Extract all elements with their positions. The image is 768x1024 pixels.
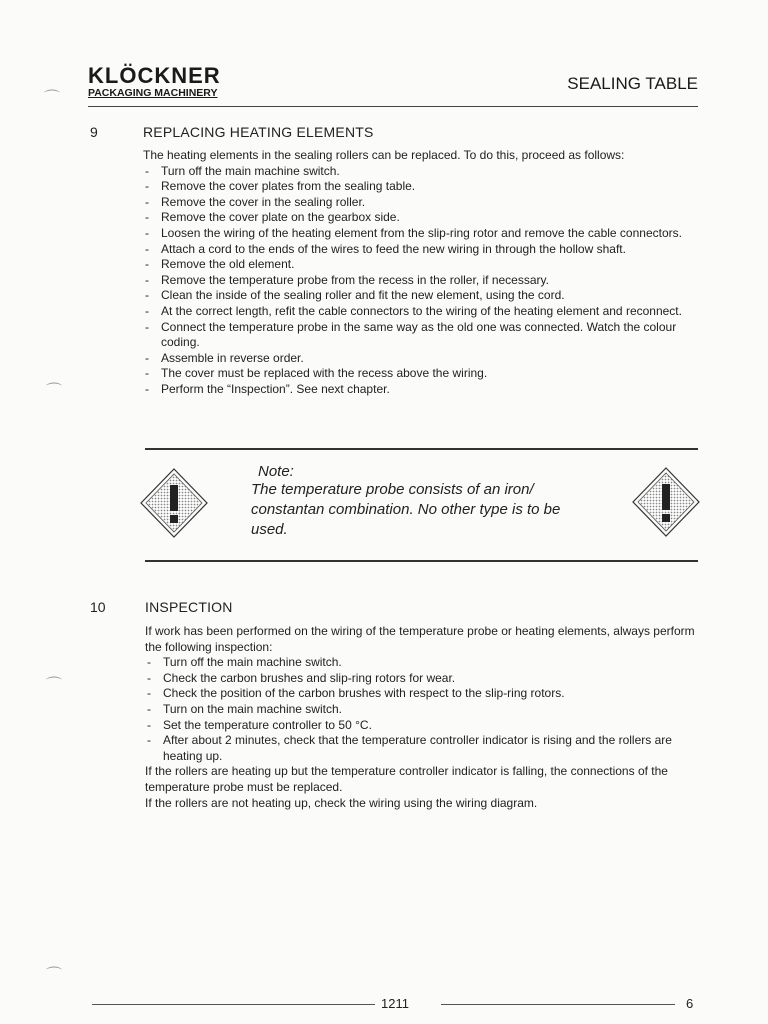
warning-diamond-icon bbox=[139, 467, 209, 539]
step-list bbox=[145, 655, 701, 764]
list-item: - Turn on the main machine switch. bbox=[145, 702, 701, 718]
list-item: - Remove the temperature probe from the recess in the roller, if necessary. bbox=[143, 273, 699, 289]
section-outro: If the rollers are heating up but the temperature controller indicator is falling, the connections of the temperature probe must be replaced. bbox=[145, 764, 668, 794]
margin-mark: ⌒ bbox=[44, 90, 61, 107]
document-title: SEALING TABLE bbox=[567, 74, 698, 93]
margin-mark: ⌒ bbox=[46, 967, 63, 984]
list-item: - Check the carbon brushes and slip-ring rotors for wear. bbox=[145, 671, 701, 687]
header-rule bbox=[88, 106, 698, 107]
list-item: - Remove the old element. bbox=[143, 257, 699, 273]
list-item: - Remove the cover plate on the gearbox side. bbox=[143, 210, 699, 226]
company-division: PACKAGING MACHINERY bbox=[88, 87, 218, 99]
list-item: - Check the position of the carbon brushes with respect to the slip-ring rotors. bbox=[145, 686, 701, 702]
warning-diamond-icon bbox=[631, 466, 701, 538]
section-body bbox=[145, 624, 701, 811]
section-number: 9 bbox=[90, 124, 98, 140]
section-number: 10 bbox=[90, 599, 106, 615]
section-intro: The heating elements in the sealing rollers can be replaced. To do this, proceed as follows: bbox=[143, 148, 625, 162]
note-text: The temperature probe consists of an iron/ constantan combination. No other type is to be used. bbox=[251, 481, 561, 538]
footer-rule-left bbox=[92, 1004, 375, 1005]
list-item: - Attach a cord to the ends of the wires to feed the new wiring in through the hollow shaft. bbox=[143, 242, 699, 258]
section-intro: If work has been performed on the wiring of the temperature probe or heating elements, always perform the following inspection: bbox=[145, 624, 695, 654]
list-item: - At the correct length, refit the cable connectors to the wiring of the heating element and reconnect. bbox=[143, 304, 699, 320]
section-outro: If the rollers are not heating up, check the wiring using the wiring diagram. bbox=[145, 795, 538, 810]
section-title: INSPECTION bbox=[145, 599, 233, 615]
list-item: - Turn off the main machine switch. bbox=[143, 164, 699, 180]
list-item: - Perform the “Inspection”. See next chapter. bbox=[143, 382, 699, 398]
margin-mark: ⌒ bbox=[46, 677, 63, 694]
list-item: - Turn off the main machine switch. bbox=[145, 655, 701, 671]
section-body bbox=[143, 148, 699, 398]
list-item: - Set the temperature controller to 50 °C. bbox=[145, 718, 701, 734]
list-item: - After about 2 minutes, check that the temperature controller indicator is rising and the rollers are heating up. bbox=[145, 733, 701, 764]
footer-rule-right bbox=[441, 1004, 675, 1005]
step-list bbox=[143, 164, 699, 398]
page-number: 6 bbox=[686, 996, 694, 1011]
note-top-rule bbox=[145, 448, 698, 450]
list-item: - Loosen the wiring of the heating element from the slip-ring rotor and remove the cable connectors. bbox=[143, 226, 699, 242]
list-item: - Assemble in reverse order. bbox=[143, 351, 699, 367]
list-item: - Remove the cover in the sealing roller. bbox=[143, 195, 699, 211]
footer-code: 1211 bbox=[381, 996, 409, 1011]
list-item: - Remove the cover plates from the sealing table. bbox=[143, 179, 699, 195]
margin-mark: ⌒ bbox=[46, 383, 63, 400]
list-item: - Connect the temperature probe in the same way as the old one was connected. Watch the colour coding. bbox=[143, 320, 699, 351]
note-label: Note: bbox=[258, 463, 294, 480]
list-item: - The cover must be replaced with the recess above the wiring. bbox=[143, 366, 699, 382]
note-bottom-rule bbox=[145, 560, 698, 562]
list-item: - Clean the inside of the sealing roller and fit the new element, using the cord. bbox=[143, 288, 699, 304]
company-logo: KLÖCKNER bbox=[88, 63, 221, 88]
section-title: REPLACING HEATING ELEMENTS bbox=[143, 124, 374, 140]
